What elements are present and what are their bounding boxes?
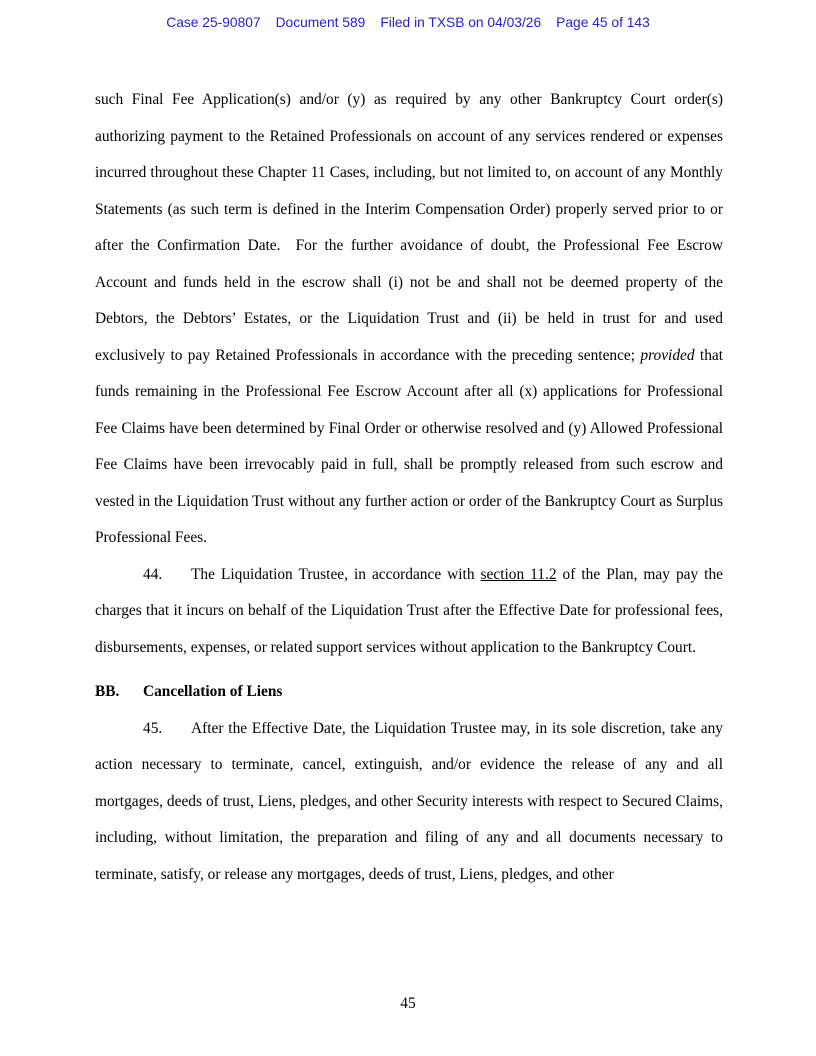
header-page-count: Page 45 of 143 <box>556 15 650 30</box>
page-number: 45 <box>400 995 416 1012</box>
section-heading-label: BB. <box>95 683 120 700</box>
section-ref-underline: section 11.2 <box>480 565 557 583</box>
document-body <box>95 82 723 893</box>
paragraph-45-number: 45. <box>143 719 163 737</box>
header-case-number: Case 25-90807 <box>166 15 261 30</box>
section-heading-bb <box>95 674 723 711</box>
pacer-header <box>0 15 816 30</box>
paragraph-44-text-after: of the Plan, may pay the charges that it incurs on behalf of the Liquidation Trust after the Effective Date for professional fees, disbursements, expenses, or related support services without application to the Bankruptcy Court. <box>95 565 723 656</box>
section-heading-title: Cancellation of Liens <box>143 683 283 700</box>
paragraph-continuation-text: such Final Fee Application(s) and/or (y) as required by any other Bankruptcy Court order(s) authorizing payment to the Retained Professionals on account of any services rendered or expenses incurred throughout these Chapter 11 Cases, including, but not limited to, on account of any Monthly Statements (as such term is defined in the Interim Compensation Order) properly served prior to or after the Confirmation Date. For the further avoidance of doubt, the Professional Fee Escrow Account and funds held in the escrow shall (i) not be and shall not be deemed property of the Debtors, the Debtors’ Estates, or the Liquidation Trust and (ii) be held in trust for and used exclusively to pay Retained Professionals in accordance with the preceding sentence; <box>95 91 723 364</box>
header-document-number: Document 589 <box>275 15 366 30</box>
paragraph-44 <box>95 557 723 667</box>
paragraph-44-number: 44. <box>143 565 163 583</box>
header-filed-date: Filed in TXSB on 04/03/26 <box>380 15 542 30</box>
paragraph-continuation-text-after: that funds remaining in the Professional Fee Escrow Account after all (x) applications for Professional Fee Claims have been determined by Final Order or otherwise resolved and (y) Allowed Professional Fee Claims have been irrevocably paid in full, shall be promptly released from such escrow and vested in the Liquidation Trust without any further action or order of the Bankruptcy Court as Surplus Professional Fees. <box>95 346 723 546</box>
paragraph-45-text: After the Effective Date, the Liquidation Trustee may, in its sole discretion, take any action necessary to terminate, cancel, extinguish, and/or evidence the release of any and all mortgages, deeds of trust, Liens, pledges, and other Security interests with respect to Secured Claims, including, without limitation, the preparation and filing of any and all documents necessary to terminate, satisfy, or release any mortgages, deeds of trust, Liens, pledges, and other <box>95 719 723 883</box>
paragraph-45 <box>95 711 723 894</box>
paragraph-44-text: The Liquidation Trustee, in accordance with <box>191 565 481 583</box>
italic-term-provided: provided <box>640 346 695 364</box>
paragraph-continuation <box>95 82 723 557</box>
